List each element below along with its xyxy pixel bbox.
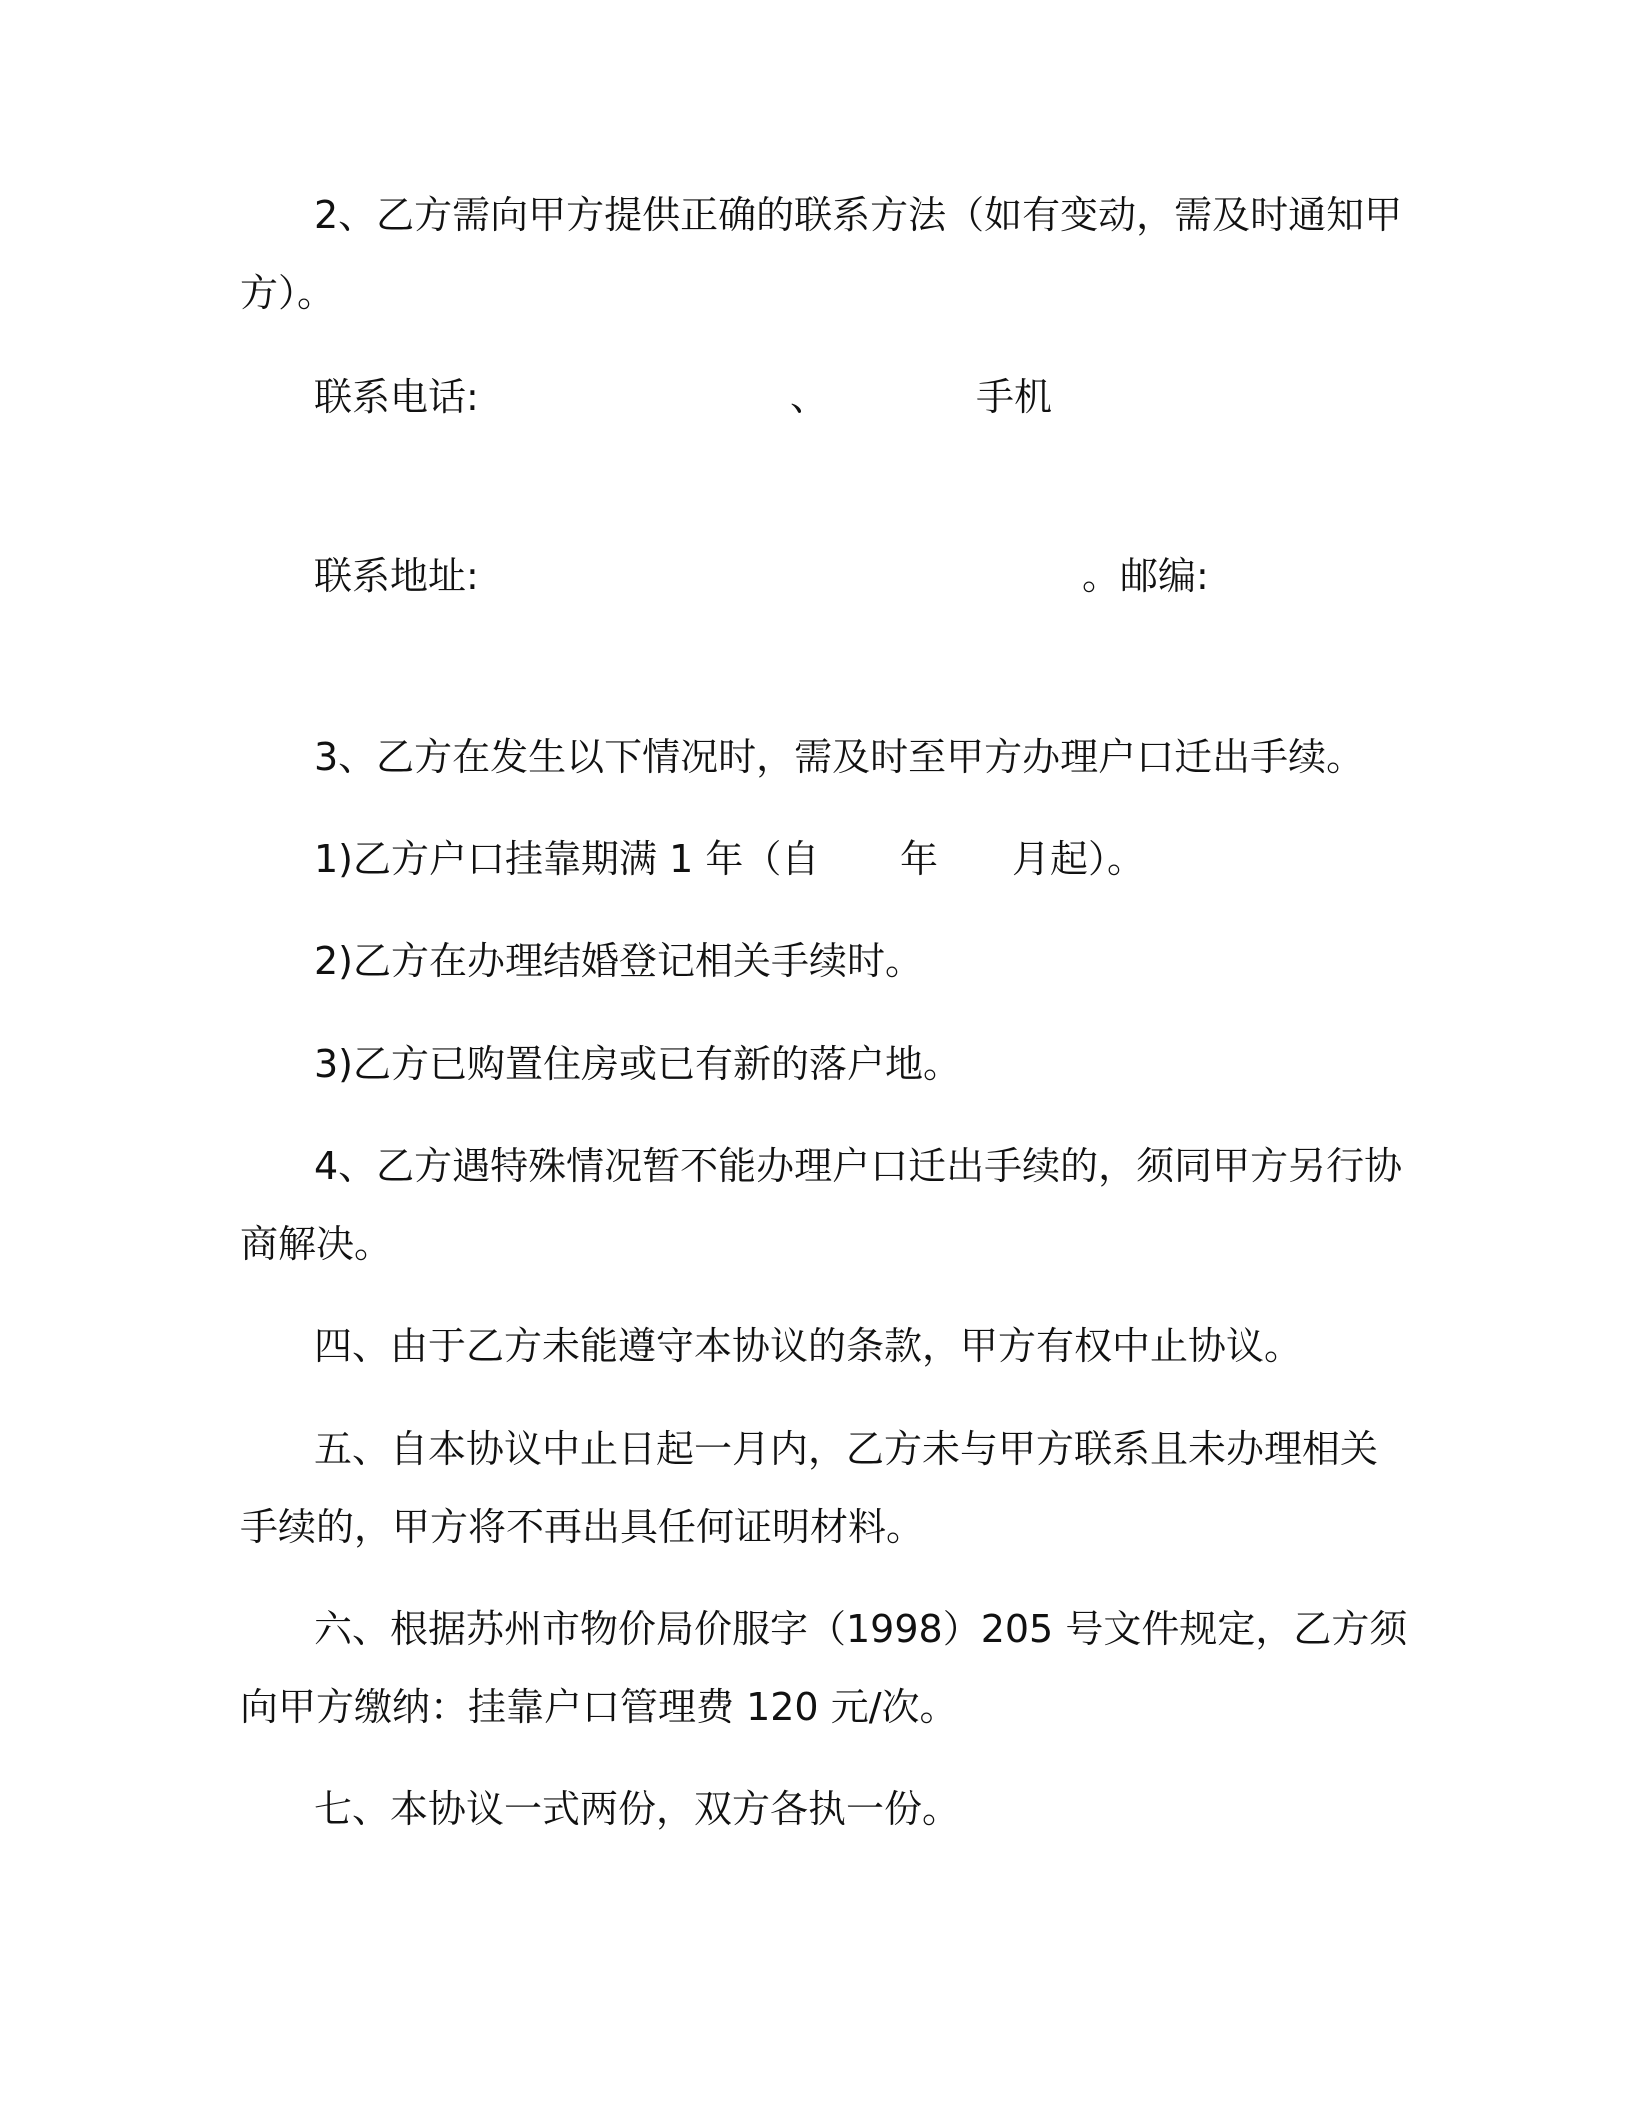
clause-3-item-1-part-c: 月起）。 <box>1012 837 1146 881</box>
clause-2-line-2: 方）。 <box>240 271 336 315</box>
postcode-label: 邮编: <box>1120 554 1209 598</box>
contact-phone-separator: 、 <box>790 375 829 419</box>
article-7: 七、本协议一式两份，双方各执一份。 <box>314 1787 961 1831</box>
article-6-line-1: 六、根据苏州市物价局价服字（1998）205 号文件规定，乙方须 <box>314 1607 1408 1651</box>
contact-address-period: 。 <box>1082 554 1121 598</box>
clause-3-item-3: 3)乙方已购置住房或已有新的落户地。 <box>314 1042 962 1086</box>
article-5-line-1: 五、自本协议中止日起一月内，乙方未与甲方联系且未办理相关 <box>314 1427 1379 1471</box>
clause-3-item-2: 2)乙方在办理结婚登记相关手续时。 <box>314 939 924 983</box>
article-6-line-2: 向甲方缴纳：挂靠户口管理费 120 元/次。 <box>240 1685 958 1729</box>
clause-3-item-1-part-a: 1)乙方户口挂靠期满 1 年（自 <box>314 837 820 881</box>
contact-mobile-label: 手机 <box>976 375 1053 419</box>
contact-address-label: 联系地址: <box>314 554 479 598</box>
clause-4-line-1: 4、乙方遇特殊情况暂不能办理户口迁出手续的，须同甲方另行协 <box>314 1144 1403 1188</box>
contact-phone-label: 联系电话: <box>314 375 479 419</box>
clause-4-line-2: 商解决。 <box>240 1222 393 1266</box>
article-5-line-2: 手续的，甲方将不再出具任何证明材料。 <box>240 1505 925 1549</box>
clause-3-item-1-part-b: 年 <box>900 837 939 881</box>
clause-2-line-1: 2、乙方需向甲方提供正确的联系方法（如有变动，需及时通知甲 <box>314 193 1403 237</box>
clause-3-intro: 3、乙方在发生以下情况时，需及时至甲方办理户口迁出手续。 <box>314 735 1365 779</box>
article-4: 四、由于乙方未能遵守本协议的条款，甲方有权中止协议。 <box>314 1324 1303 1368</box>
